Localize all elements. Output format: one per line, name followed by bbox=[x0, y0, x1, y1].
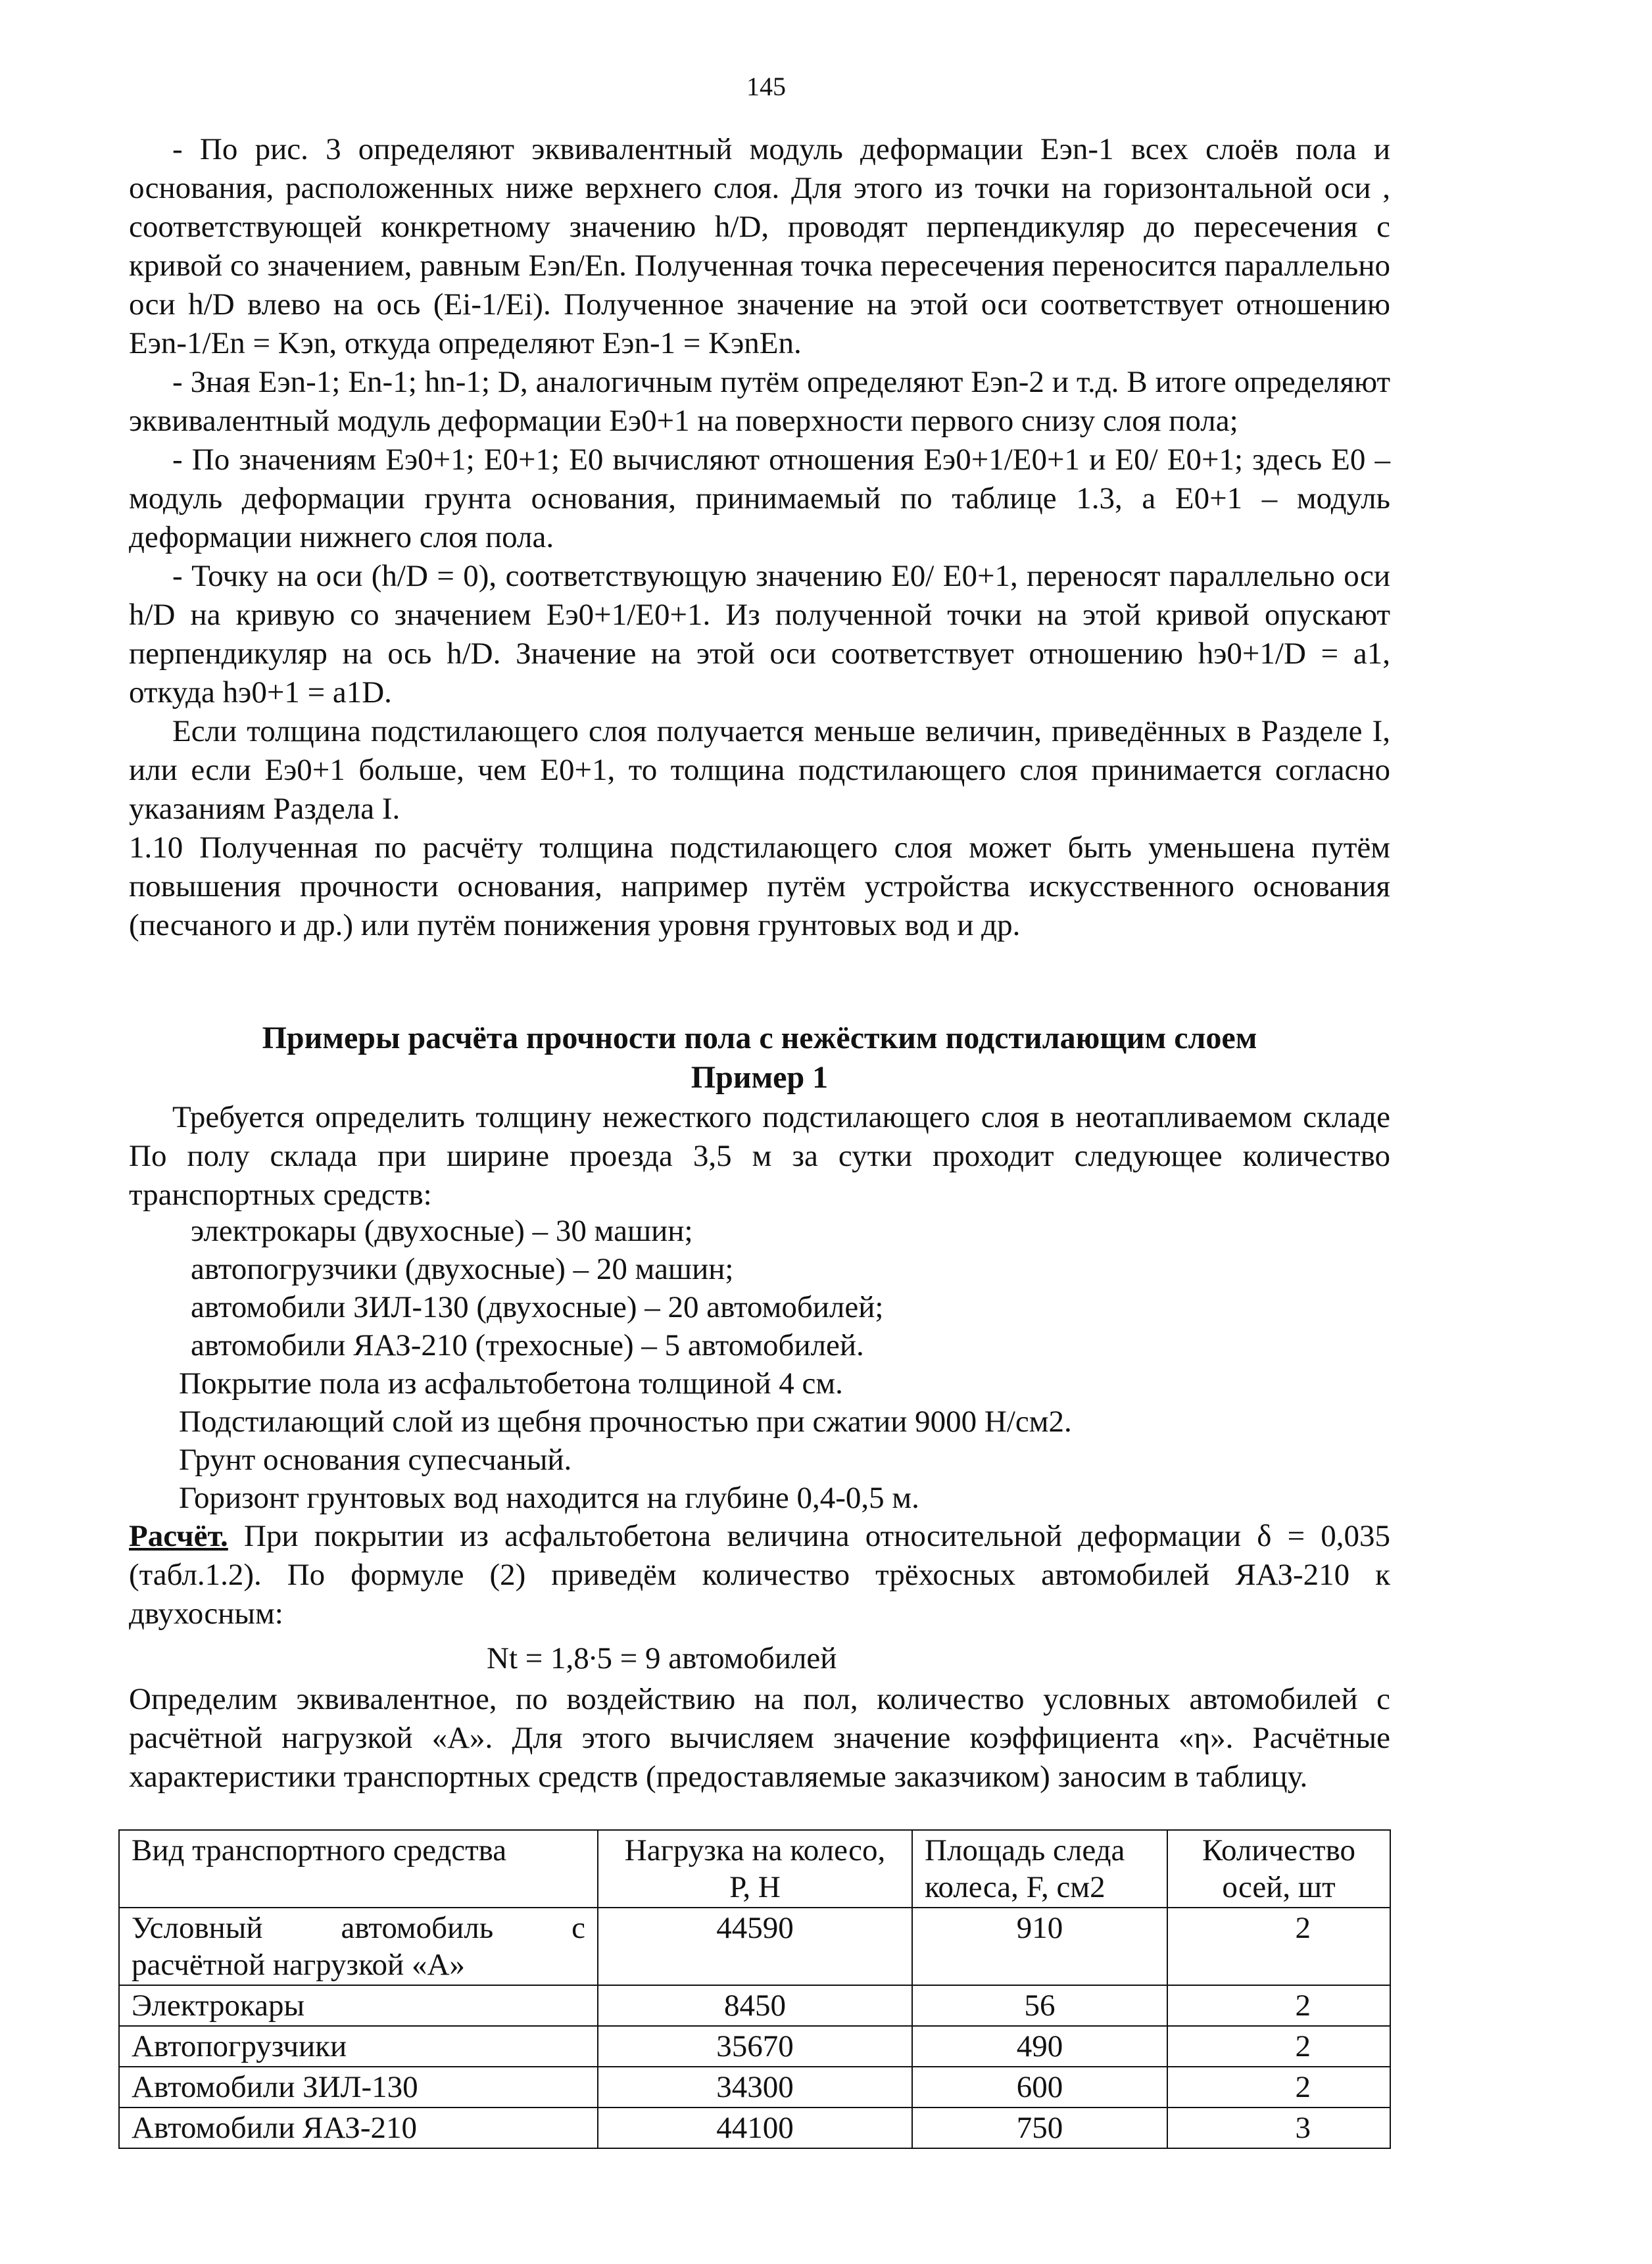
calc-text: При покрытии из асфальтобетона величина относительной деформации δ = 0,035 (табл.1.2). По формуле (2) приведём количество трёхосных автомобилей ЯАЗ-210 к двухосным: bbox=[129, 1519, 1390, 1631]
table-row bbox=[119, 1985, 1390, 2026]
table-cell: 2 bbox=[1167, 1908, 1390, 1985]
section-heading: Примеры расчёта прочности пола с нежёстким подстилающим слоем bbox=[262, 1021, 1257, 1055]
table-cell: Автопогрузчики bbox=[119, 2026, 598, 2067]
table-cell: 2 bbox=[1167, 2026, 1390, 2067]
table-cell: Электрокары bbox=[119, 1985, 598, 2026]
paragraph: 1.10 Полученная по расчёту толщина подстилающего слоя может быть уменьшена путём повышения прочности основания, например путём устройства искусственного основания (песчаного и др.) или путём понижения уровня грунтовых вод и др. bbox=[129, 831, 1390, 942]
table-row bbox=[119, 2026, 1390, 2067]
vehicle-table bbox=[118, 1829, 1391, 2149]
list-item: автопогрузчики (двухосные) – 20 машин; bbox=[191, 1252, 734, 1286]
table-cell: 35670 bbox=[598, 2026, 912, 2067]
table-cell: 34300 bbox=[598, 2067, 912, 2107]
table-cell: 490 bbox=[912, 2026, 1167, 2067]
table-header-cell: Площадь следа колеса, F, см2 bbox=[912, 1830, 1167, 1908]
paragraph bbox=[129, 1517, 1390, 1633]
table-header-row bbox=[119, 1830, 1390, 1908]
table-cell: 2 bbox=[1167, 2067, 1390, 2107]
table-row bbox=[119, 1908, 1390, 1985]
paragraph: - По значениям Eэ0+1; E0+1; E0 вычисляют отношения Eэ0+1/E0+1 и E0/ E0+1; здесь E0 – модуль деформации грунта основания, принимаемый по таблице 1.3, а E0+1 – модуль деформации нижнего слоя пола. bbox=[129, 443, 1390, 554]
calc-label: Расчёт. bbox=[129, 1519, 228, 1553]
list-item: Грунт основания супесчаный. bbox=[179, 1443, 572, 1477]
table-cell: Автомобили ЯАЗ-210 bbox=[119, 2107, 598, 2148]
paragraph: - Зная Eэn-1; En-1; hn-1; D, аналогичным путём определяют Eэn-2 и т.д. В итоге определяют эквивалентный модуль деформации Eэ0+1 на поверхности первого снизу слоя пола; bbox=[129, 365, 1390, 438]
table-cell: 44590 bbox=[598, 1908, 912, 1985]
paragraph: - По рис. 3 определяют эквивалентный модуль деформации Eэn-1 всех слоёв пола и основания, расположенных ниже верхнего слоя. Для этого из точки на горизонтальной оси , соответствующей конкретному значению h/D, проводят перпендикуляр до пересечения с кривой со значением, равным Eэn/En. Полученная точка пересечения переносится параллельно оси h/D влево на ось (Ei-1/Ei). Полученное значение на этой оси соответствует отношению Eэn-1/En = Kэn, откуда определяют Eэn-1 = KэnEn. bbox=[129, 132, 1390, 360]
table-row bbox=[119, 2067, 1390, 2107]
conditions-list bbox=[179, 1364, 1072, 1517]
example-heading: Пример 1 bbox=[691, 1060, 829, 1095]
table-cell: 600 bbox=[912, 2067, 1167, 2107]
table-header-cell: Количество осей, шт bbox=[1167, 1830, 1390, 1908]
example-intro bbox=[129, 1098, 1390, 1215]
paragraph: Требуется определить толщину нежесткого подстилающего слоя в неотапливаемом складе По полу склада при ширине проезда 3,5 м за сутки проходит следующее количество транспортных средств: bbox=[129, 1100, 1390, 1212]
list-item: Покрытие пола из асфальтобетона толщиной 4 см. bbox=[179, 1366, 843, 1401]
table-cell: 3 bbox=[1167, 2107, 1390, 2148]
list-item: автомобили ЯАЗ-210 (трехосные) – 5 автомобилей. bbox=[191, 1328, 864, 1362]
after-formula bbox=[129, 1680, 1390, 1796]
table-cell: 750 bbox=[912, 2107, 1167, 2148]
table-cell: Автомобили ЗИЛ-130 bbox=[119, 2067, 598, 2107]
paragraph: - Точку на оси (h/D = 0), соответствующую значению E0/ E0+1, переносят параллельно оси h/D на кривую со значением Eэ0+1/E0+1. Из полученной точки на этой кривой опускают перпендикуляр на ось h/D. Значение на этой оси соответствует отношению hэ0+1/D = a1, откуда hэ0+1 = a1D. bbox=[129, 559, 1390, 710]
vehicle-list bbox=[191, 1212, 883, 1364]
list-item: Подстилающий слой из щебня прочностью при сжатии 9000 Н/см2. bbox=[179, 1405, 1072, 1439]
paragraph: Если толщина подстилающего слоя получается меньше величин, приведённых в Разделе I, или если Eэ0+1 больше, чем E0+1, то толщина подстилающего слоя принимается согласно указаниям Раздела I. bbox=[129, 714, 1390, 826]
table-cell: 2 bbox=[1167, 1985, 1390, 2026]
table-header-cell: Нагрузка на колесо, Р, Н bbox=[598, 1830, 912, 1908]
formula: Nt = 1,8∙5 = 9 автомобилей bbox=[487, 1641, 837, 1675]
table-cell: 8450 bbox=[598, 1985, 912, 2026]
body-text-top bbox=[129, 130, 1390, 945]
list-item: автомобили ЗИЛ-130 (двухосные) – 20 автомобилей; bbox=[191, 1290, 884, 1324]
table-cell: 56 bbox=[912, 1985, 1167, 2026]
table-cell: Условный автомобиль с расчётной нагрузкой «А» bbox=[119, 1908, 598, 1985]
table-row bbox=[119, 2107, 1390, 2148]
table-cell: 910 bbox=[912, 1908, 1167, 1985]
list-item: Горизонт грунтовых вод находится на глубине 0,4-0,5 м. bbox=[179, 1481, 919, 1515]
list-item: электрокары (двухосные) – 30 машин; bbox=[191, 1214, 693, 1248]
calc-block bbox=[129, 1517, 1390, 1633]
table-cell: 44100 bbox=[598, 2107, 912, 2148]
paragraph: Определим эквивалентное, по воздействию на пол, количество условных автомобилей с расчётной нагрузкой «А». Для этого вычисляем значение коэффициента «η». Расчётные характеристики транспортных средств (предоставляемые заказчиком) заносим в таблицу. bbox=[129, 1682, 1390, 1794]
page-number: 145 bbox=[746, 72, 786, 101]
table-header-cell: Вид транспортного средства bbox=[119, 1830, 598, 1908]
